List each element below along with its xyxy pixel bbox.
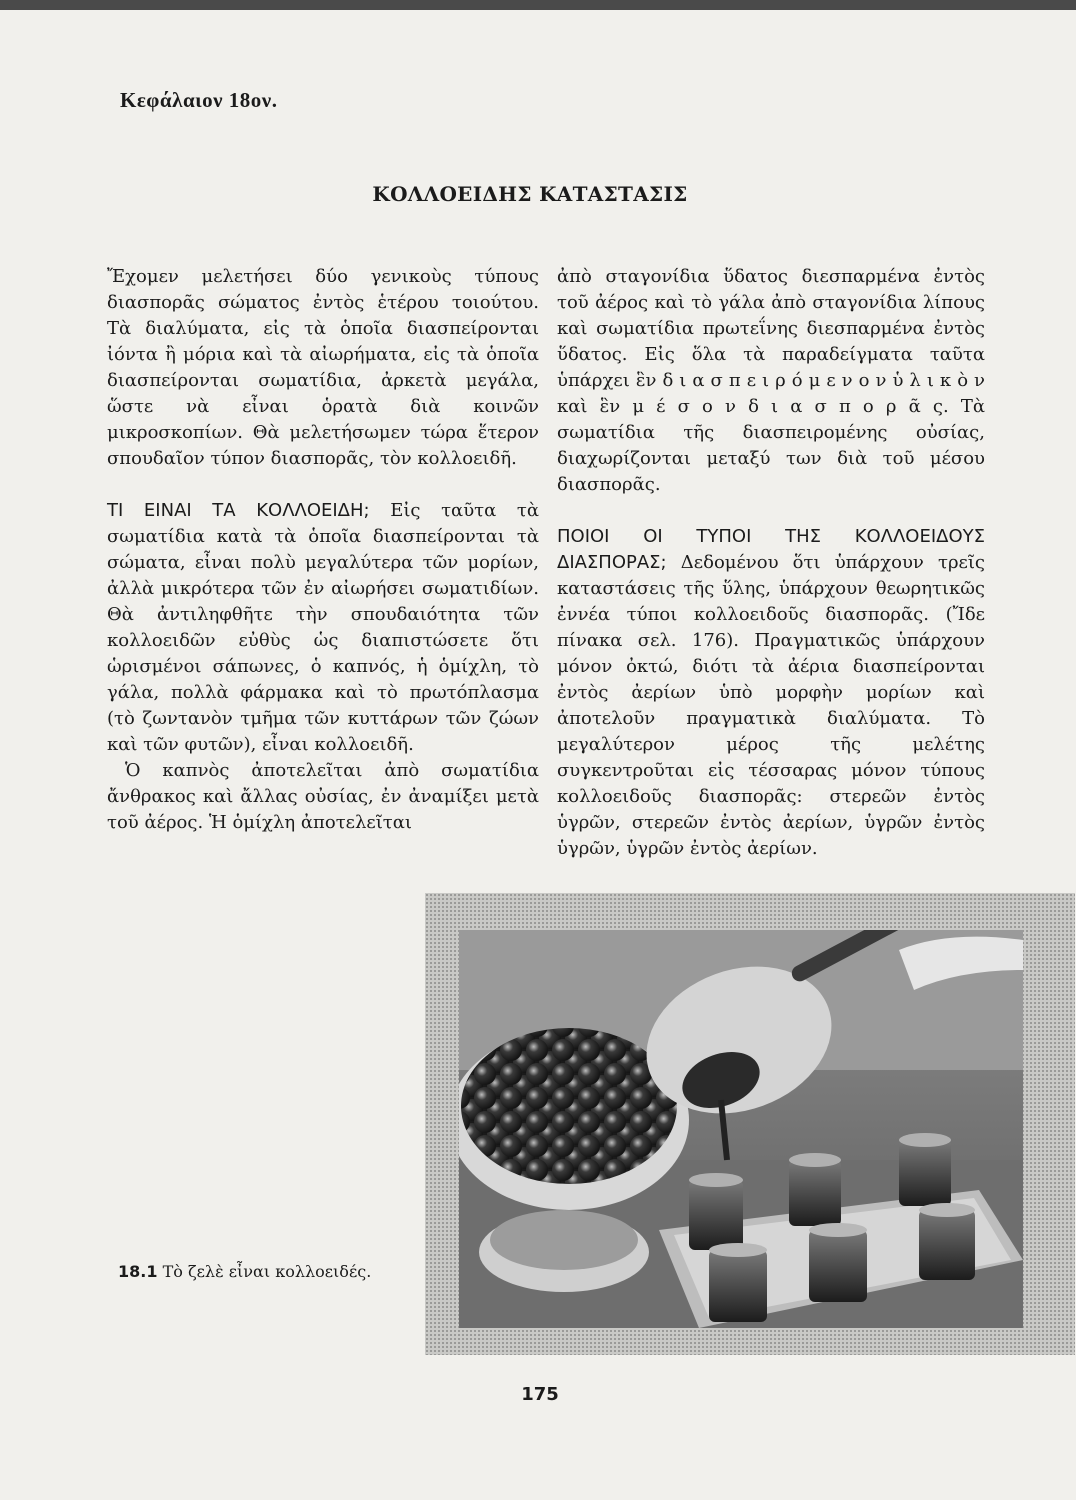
figure-number: 18.1: [118, 1262, 158, 1281]
section-title: ΚΟΛΛΟΕΙΔΗΣ ΚΑΤΑΣΤΑΣΙΣ: [372, 182, 688, 206]
paragraph-body: Δεδομένου ὅτι ὑπάρχουν τρεῖς καταστάσεις τῆς ὕλης, ὑπάρχουν θεωρητικῶς ἐννέα τύποι κολλοειδοῦς διασπορᾶς. (Ἴδε πίνακα σελ. 176). Πραγματικῶς ὑπάρχουν μόνον ὀκτώ, διότι τὰ ἀέρια διασπείρονται ἐντὸς ἀερίων ὑπὸ μορφὴν μορίων καὶ ἀποτελοῦν πραγματικὰ διαλύματα. Τὸ μεγαλύτερον μέρος τῆς μελέτης συγκεντροῦται εἰς τέσσαρας μόνον τύπους κολλοειδοῦς διασπορᾶς: στερεῶν ἐντὸς ὑγρῶν, στερεῶν ἐντὸς ἀερίων, ὑγρῶν ἐντὸς ὑγρῶν, ὑγρῶν ἐντὸς ἀερίων.: [557, 552, 985, 859]
figure-caption: [118, 1262, 371, 1281]
jelly-illustration: [459, 930, 1023, 1328]
right-column: [557, 264, 985, 888]
subheading-what-are-colloids: ΤΙ ΕΙΝΑΙ ΤΑ ΚΟΛΛΟΕΙΔΗ;: [107, 500, 370, 521]
jelly-photo: [459, 930, 1023, 1328]
chapter-heading: Κεφάλαιον 18ον.: [120, 88, 278, 112]
page-top-edge: [0, 0, 1076, 10]
paragraph-fog-milk: ἀπὸ σταγονίδια ὕδατος διεσπαρμένα ἐντὸς τοῦ ἀέρος καὶ τὸ γάλα ἀπὸ σταγονίδια λίπους καὶ σωματίδια πρωτεΐνης διεσπαρμένα ἐντὸς ὕδατος. Εἰς ὅλα τὰ παραδείγματα ταῦτα ὑπάρχει ἓν δ ι α σ π ε ι ρ ό μ ε ν ο ν ὑ λ ι κ ὸ ν καὶ ἓν μ έ σ ο ν δ ι α σ π ο ρ ᾶ ς. Τὰ σωματίδια τῆς διασπειρομένης οὐσίας, διαχωρίζονται μεταξύ των διὰ τοῦ μέσου διασπορᾶς.: [557, 266, 985, 495]
paragraph-body: Εἰς ταῦτα τὰ σωματίδια κατὰ τὰ ὁποῖα διασπείρονται τὰ σώματα, εἶναι πολὺ μεγαλύτερα τῶν μορίων, ἀλλὰ μικρότερα τῶν ἐν αἰωρήσει σωματιδίων. Θὰ ἀντιληφθῆτε τὴν σπουδαιότητα τῶν κολλοειδῶν εὐθὺς ὡς διαπιστώσετε ὅτι ὡρισμένοι σάπωνες, ὁ καπνός, ἡ ὁμίχλη, τὸ γάλα, πολλὰ φάρμακα καὶ τὸ πρωτόπλασμα (τὸ ζωντανὸν τμῆμα τῶν κυττάρων τῶν ζώων καὶ τῶν φυτῶν), εἶναι κολλοειδῆ.: [107, 500, 539, 755]
left-column: [107, 264, 539, 862]
paragraph-what-are-colloids: [107, 498, 539, 758]
paragraph-smoke: Ὁ καπνὸς ἀποτελεῖται ἀπὸ σωματίδια ἄνθρακος καὶ ἄλλας οὐσίας, ἐν ἀναμίξει μετὰ τοῦ ἀέρος. Ἡ ὁμίχλη ἀποτελεῖται: [107, 760, 539, 833]
paragraph-types: [557, 524, 985, 862]
subheading-types: ΠΟΙΟΙ ΟΙ ΤΥΠΟΙ ΤΗΣ ΚΟΛΛΟΕΙΔΟΥΣ ΔΙΑΣΠΟΡΑΣ;: [557, 526, 985, 573]
paragraph-intro: Ἔχομεν μελετήσει δύο γενικοὺς τύπους διασπορᾶς σώματος ἐντὸς ἑτέρου τοιούτου. Τὰ διαλύματα, εἰς τὰ ὁποῖα διασπείρονται ἰόντα ἢ μόρια καὶ τὰ αἰωρήματα, εἰς τὰ ὁποῖα διασπείρονται σωματίδια, ἀρκετὰ μεγάλα, ὥστε νὰ εἶναι ὁρατὰ διὰ κοινῶν μικροσκοπίων. Θὰ μελετήσωμεν τώρα ἕτερον σπουδαῖον τύπον διασπορᾶς, τὸν κολλοειδῆ.: [107, 266, 539, 469]
page-number: 175: [521, 1384, 559, 1405]
figure-caption-text: Τὸ ζελὲ εἶναι κολλοειδές.: [162, 1262, 372, 1281]
